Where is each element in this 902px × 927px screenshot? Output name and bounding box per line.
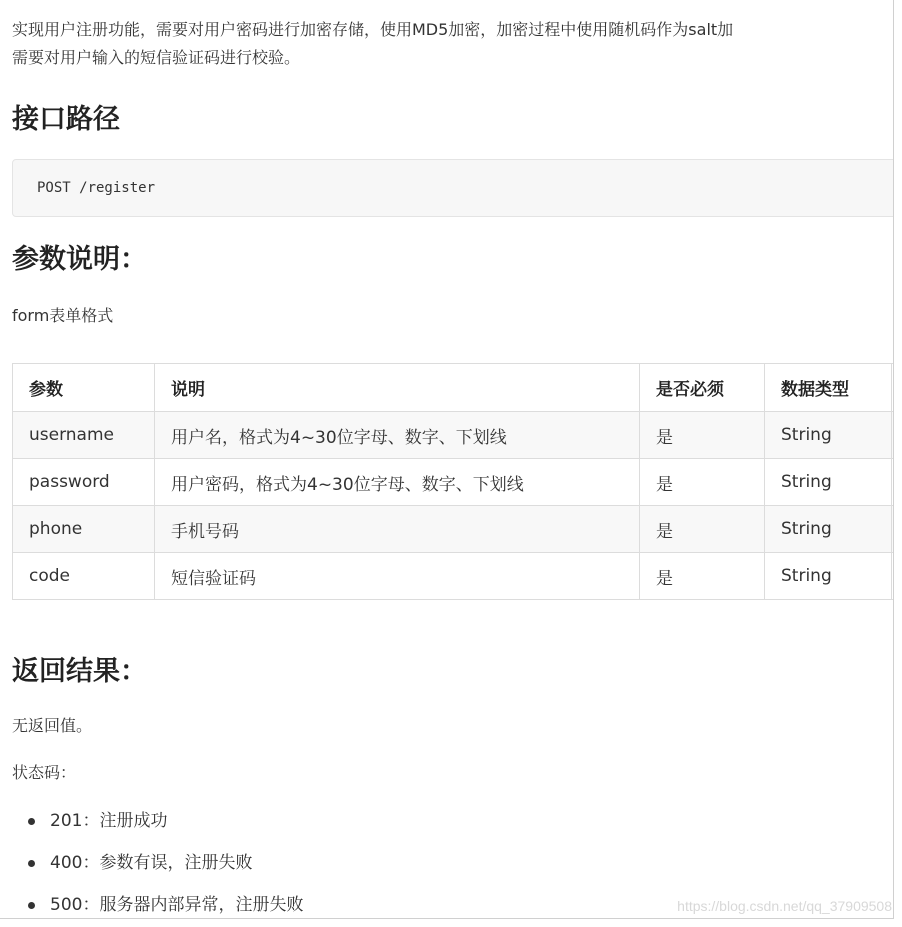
header-cell-overflow — [892, 364, 895, 412]
params-table — [12, 363, 894, 600]
bullet-icon — [28, 818, 35, 825]
cell-required: 是 — [640, 553, 765, 600]
cell-overflow — [892, 553, 895, 600]
cell-overflow — [892, 506, 895, 553]
cell-desc: 手机号码 — [155, 506, 640, 553]
table-row — [13, 412, 895, 459]
bullet-icon — [28, 902, 35, 909]
no-return-text: 无返回值。 — [12, 716, 93, 735]
status-code-text: 500：服务器内部异常，注册失败 — [50, 895, 304, 915]
intro-line-2: 需要对用户输入的短信验证码进行校验。 — [12, 48, 301, 67]
heading-params: 参数说明： — [12, 244, 147, 275]
heading-api-path: 接口路径 — [12, 104, 120, 135]
format-note: form表单格式 — [12, 306, 114, 325]
header-cell-required: 是否必须 — [640, 364, 765, 412]
cell-desc: 用户名，格式为4~30位字母、数字、下划线 — [155, 412, 640, 459]
cell-required: 是 — [640, 459, 765, 506]
header-cell-desc: 说明 — [155, 364, 640, 412]
table-row — [13, 506, 895, 553]
code-endpoint: POST /register — [37, 180, 156, 196]
header-cell-type: 数据类型 — [765, 364, 892, 412]
header-cell-param: 参数 — [13, 364, 155, 412]
cell-type: String — [765, 553, 892, 600]
cell-desc: 用户密码，格式为4~30位字母、数字、下划线 — [155, 459, 640, 506]
cell-type: String — [765, 459, 892, 506]
watermark: https://blog.csdn.net/qq_37909508 — [677, 898, 892, 914]
cell-param: password — [13, 459, 155, 506]
list-item — [12, 800, 303, 842]
cell-desc: 短信验证码 — [155, 553, 640, 600]
intro-line-1: 实现用户注册功能，需要对用户密码进行加密存储，使用MD5加密，加密过程中使用随机码作为salt加 — [12, 20, 734, 39]
table-header-row — [13, 364, 895, 412]
heading-return: 返回结果： — [12, 656, 147, 687]
list-item — [12, 842, 303, 884]
cell-required: 是 — [640, 412, 765, 459]
cell-overflow — [892, 412, 895, 459]
cell-required: 是 — [640, 506, 765, 553]
status-code-label: 状态码： — [12, 763, 77, 782]
table-row — [13, 459, 895, 506]
cell-param: phone — [13, 506, 155, 553]
list-item — [12, 884, 303, 919]
cell-param: username — [13, 412, 155, 459]
cell-param: code — [13, 553, 155, 600]
table-row — [13, 553, 895, 600]
status-code-text: 400：参数有误，注册失败 — [50, 853, 253, 873]
cell-type: String — [765, 506, 892, 553]
cell-overflow — [892, 459, 895, 506]
status-code-text: 201：注册成功 — [50, 811, 168, 831]
code-block — [12, 159, 894, 217]
cell-type: String — [765, 412, 892, 459]
status-code-list — [12, 800, 303, 919]
intro-paragraph — [12, 16, 894, 72]
bullet-icon — [28, 860, 35, 867]
